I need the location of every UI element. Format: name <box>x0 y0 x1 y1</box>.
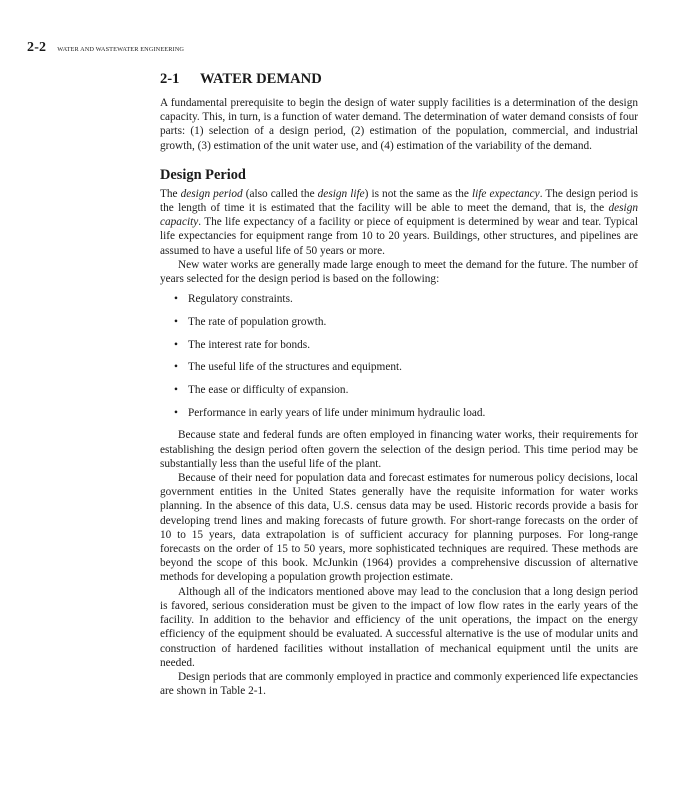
bullet-icon: • <box>174 338 178 351</box>
text-run: . The design period is the length of time it is estimated that the facility will be able to meet the demand, that is, the <box>160 187 638 215</box>
list-item-text: Performance in early years of life under minimum hydraulic load. <box>188 406 486 419</box>
main-content <box>160 70 638 698</box>
list-item-text: The interest rate for bonds. <box>188 338 311 351</box>
section-number: 2-1 <box>160 71 180 87</box>
subsection-heading: Design Period <box>160 166 246 183</box>
text-run: . The life expectancy of a facility or piece of equipment is determined by wear and tear. Typical life expectancies for equipment range from 10 to 20 years. Buildings, other structures, and pipelines are assumed to have a useful life of 50 years or more. <box>160 216 638 257</box>
term-life-expectancy: life expectancy <box>472 187 540 200</box>
list-item-text: The ease or difficulty of expansion. <box>188 384 349 397</box>
bullet-icon: • <box>174 384 178 397</box>
new-water-works-paragraph: New water works are generally made large enough to meet the demand for the future. The number of years selected for the design period is based on the following: <box>160 258 638 286</box>
list-item-text: Regulatory constraints. <box>188 293 293 306</box>
section-heading <box>160 70 638 88</box>
term-design-life: design life <box>317 187 365 200</box>
term-design-period: design period <box>180 187 243 200</box>
page-number: 2-2 <box>27 40 47 55</box>
term-design-capacity: design capacity <box>160 202 638 229</box>
funding-paragraph: Because state and federal funds are often employed in financing water works, their requirements for establishing the design period often govern the selection of the design period. This time period may be substantially less than the useful life of the plant. <box>160 429 638 470</box>
table-reference-paragraph: Design periods that are commonly employed in practice and commonly experienced life expectancies are shown in Table 2-1. <box>160 670 638 698</box>
list-item <box>174 360 638 374</box>
text-run: The <box>160 187 181 200</box>
design-period-paragraph <box>160 187 638 258</box>
text-run: ) is not the same as the <box>364 187 473 200</box>
design-period-factors-list <box>160 292 638 420</box>
list-item <box>174 292 638 306</box>
list-item-text: The useful life of the structures and equipment. <box>188 361 402 374</box>
list-item <box>174 338 638 352</box>
bullet-icon: • <box>174 361 178 374</box>
running-head-title: WATER AND WASTEWATER ENGINEERING <box>57 46 184 53</box>
list-item <box>174 406 638 420</box>
bullet-icon: • <box>174 315 178 328</box>
bullet-icon: • <box>174 406 178 419</box>
low-flow-paragraph: Although all of the indicators mentioned above may lead to the conclusion that a long design period is favored, serious consideration must be given to the impact of low flow rates in the early years of the facility. In addition to the behavior and efficiency of the unit operations, the impact on the energy efficiency of the equipment should be evaluated. A successful alternative is the use of modular units and construction of hardened facilities without installation of mechanical equipment until the units are needed. <box>160 585 638 669</box>
population-data-paragraph: Because of their need for population data and forecast estimates for numerous policy decisions, local government entities in the United States generally have the requisite information for water works planning. In the absence of this data, U.S. census data may be used. Historic records provide a basis for developing trend lines and making forecasts of future growth. For short-range forecasts on the order of 10 to 15 years, data extrapolation is of sufficient accuracy for planning purposes. For long-range forecasts on the order of 15 to 50 years, more sophisticated techniques are required. These methods are beyond the scope of this book. McJunkin (1964) provides a comprehensive discussion of alternative methods for developing a population growth projection estimate. <box>160 472 638 584</box>
list-item <box>174 383 638 397</box>
list-item-text: The rate of population growth. <box>188 315 327 328</box>
running-head <box>27 40 184 56</box>
list-item <box>174 315 638 329</box>
bullet-icon: • <box>174 293 178 306</box>
text-run: (also called the <box>242 187 318 200</box>
section-title: WATER DEMAND <box>200 71 322 87</box>
section-intro-paragraph: A fundamental prerequisite to begin the design of water supply facilities is a determination of the design capacity. This, in turn, is a function of water demand. The determination of water demand consists of four parts: (1) selection of a design period, (2) estimation of the population, commercial, and industrial growth, (3) estimation of the unit water use, and (4) estimation of the variability of the demand. <box>160 97 638 152</box>
